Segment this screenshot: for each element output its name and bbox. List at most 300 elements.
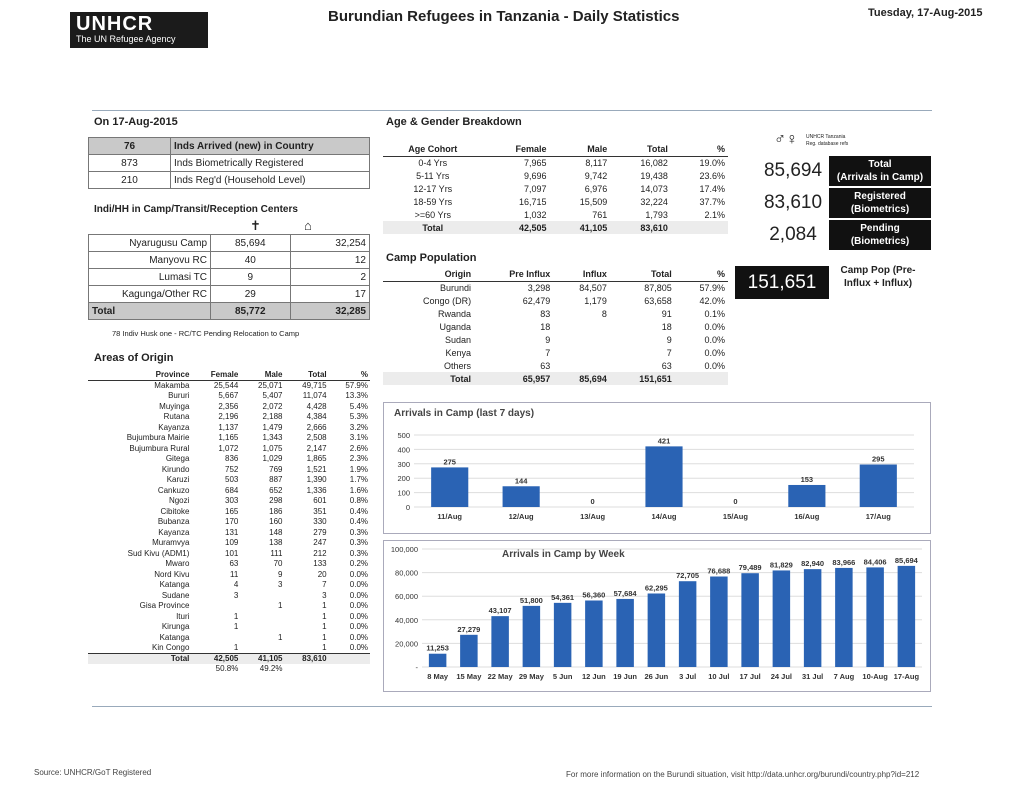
table-cell: 15,509 xyxy=(579,196,608,207)
table-cell: 37.7% xyxy=(699,196,725,207)
table-row xyxy=(383,182,728,195)
age-table xyxy=(383,143,728,234)
table-cell xyxy=(240,591,284,602)
x-tick-label: 24 Jul xyxy=(770,672,793,681)
table-cell: 9 xyxy=(545,334,551,345)
table-cell xyxy=(191,601,240,612)
table-cell: 8,117 xyxy=(585,157,608,168)
logo-sub: The UN Refugee Agency xyxy=(76,34,176,44)
table-cell: 330 xyxy=(313,517,327,527)
table-cell: Gitega xyxy=(165,454,190,464)
table-cell: 351 xyxy=(313,506,327,516)
person-icon: ✝ xyxy=(250,218,261,233)
column-header: Origin xyxy=(383,268,474,281)
table-cell: 836 xyxy=(225,454,239,464)
bar xyxy=(429,654,447,667)
table-cell: 6,976 xyxy=(584,183,608,194)
table-cell: 1 xyxy=(322,632,327,642)
center-name: Lumasi TC xyxy=(89,269,211,286)
y-tick-label: 20,000 xyxy=(395,639,418,649)
center-ind: 9 xyxy=(211,269,291,286)
arrivals-value: 210 xyxy=(89,172,171,189)
center-name: Nyarugusu Camp xyxy=(89,235,211,252)
table-cell: 41,105 xyxy=(240,654,284,665)
kpi-label-line2: (Biometrics) xyxy=(850,236,910,247)
kpi-row xyxy=(757,188,931,218)
table-cell: 32,224 xyxy=(640,196,668,207)
table-row xyxy=(89,252,370,269)
table-cell: 131 xyxy=(225,527,239,537)
table-cell: 1,179 xyxy=(584,295,607,306)
arrivals-row xyxy=(89,172,370,189)
arrivals-label: Inds Arrived (new) in Country xyxy=(171,138,370,155)
table-cell: 84,507 xyxy=(579,282,607,293)
table-row xyxy=(88,402,370,413)
data-label: 83,966 xyxy=(832,557,856,567)
data-label: 85,694 xyxy=(894,555,918,565)
table-cell: 2,666 xyxy=(306,422,327,432)
data-label: 54,361 xyxy=(551,592,575,602)
table-cell xyxy=(329,654,370,665)
table-cell: 0.0% xyxy=(349,643,368,652)
table-cell: Sudan xyxy=(445,334,472,345)
table-row xyxy=(88,570,370,581)
table-cell: 25,544 xyxy=(213,381,239,390)
centers-note: 78 Indiv Husk one - RC/TC Pending Relocation to Camp xyxy=(112,329,300,338)
table-row xyxy=(88,580,370,591)
centers-heading: Indi/HH in Camp/Transit/Reception Centers xyxy=(94,204,298,215)
y-tick-label: 100,000 xyxy=(390,545,418,554)
center-hh: 17 xyxy=(290,286,370,303)
table-cell: 1,793 xyxy=(645,209,668,220)
table-cell: 0.0% xyxy=(349,632,368,642)
y-tick-label: - xyxy=(415,663,418,672)
table-cell: 1 xyxy=(322,611,327,621)
y-tick-label: 200 xyxy=(397,474,410,484)
table-cell: 0.0% xyxy=(349,580,368,590)
report-date: Tuesday, 17-Aug-2015 xyxy=(868,7,983,19)
table-cell: 0.3% xyxy=(349,548,368,558)
table-cell: 3 xyxy=(278,580,283,590)
table-row xyxy=(88,643,370,654)
x-tick-label: 15/Aug xyxy=(722,512,748,521)
table-cell: 91 xyxy=(661,308,672,319)
table-cell xyxy=(675,372,728,385)
table-cell: 20 xyxy=(317,569,327,579)
table-cell: 1,029 xyxy=(262,454,283,464)
x-tick-label: 15 May xyxy=(456,672,482,681)
unhcr-logo xyxy=(70,12,208,48)
table-cell: 247 xyxy=(313,538,327,548)
table-cell: 70 xyxy=(273,559,283,569)
table-cell: Cankuzo xyxy=(157,485,190,495)
table-cell: 42,505 xyxy=(483,221,550,234)
table-cell: Cibitoke xyxy=(160,506,190,516)
table-cell: 5-11 Yrs xyxy=(416,170,450,181)
center-ind: 29 xyxy=(211,286,291,303)
table-cell: 3 xyxy=(322,590,327,600)
table-cell: 25,071 xyxy=(258,381,283,390)
table-cell: 1,865 xyxy=(306,454,327,464)
y-tick-label: 500 xyxy=(397,431,410,440)
center-ind: 85,694 xyxy=(211,235,291,252)
table-cell: 49.2% xyxy=(259,664,283,674)
total-row xyxy=(88,654,370,665)
table-cell: Muyinga xyxy=(159,401,190,411)
table-cell: 2.3% xyxy=(349,454,368,464)
table-cell: Katanga xyxy=(159,580,190,590)
pct-row xyxy=(88,664,370,675)
chart-title: Arrivals in Camp by Week xyxy=(502,549,625,560)
table-cell: 0.0% xyxy=(704,334,725,345)
table-row xyxy=(88,444,370,455)
table-cell: 109 xyxy=(225,538,239,548)
kpi-value: 2,084 xyxy=(757,220,829,250)
data-label: 144 xyxy=(514,476,528,486)
table-cell: 9 xyxy=(278,569,283,579)
data-label: 57,684 xyxy=(613,588,637,598)
x-tick-label: 17 Jul xyxy=(739,672,761,681)
table-cell: 8 xyxy=(601,308,607,319)
x-tick-label: 13/Aug xyxy=(580,512,606,521)
table-cell: 1.6% xyxy=(349,485,368,495)
arrivals-label: Inds Reg'd (Household Level) xyxy=(171,172,370,189)
table-cell: 101 xyxy=(225,548,239,558)
chart-weekly-panel xyxy=(383,540,931,692)
table-cell: 279 xyxy=(313,527,327,537)
camp-pop-heading: Camp Population xyxy=(386,252,477,264)
footer-divider xyxy=(92,706,932,707)
table-cell: 18 xyxy=(661,321,672,332)
table-cell: 1,521 xyxy=(306,464,327,474)
table-cell: 170 xyxy=(225,517,239,527)
kpi-label-line2: (Biometrics) xyxy=(850,204,910,215)
table-cell: 160 xyxy=(269,517,283,527)
table-cell: 1,072 xyxy=(218,443,239,453)
table-cell xyxy=(240,612,284,623)
table-cell: 50.8% xyxy=(215,664,239,674)
y-tick-label: 0 xyxy=(405,503,410,512)
x-tick-label: 5 Jun xyxy=(552,672,573,681)
kpi-label-line1: Total xyxy=(868,159,892,170)
column-header: % xyxy=(329,370,370,381)
kpi-legend-line: Reg. database refs xyxy=(806,141,849,147)
table-cell: Kenya xyxy=(445,347,472,358)
table-cell: 17.4% xyxy=(699,183,725,194)
kpi-label-line1: Pending xyxy=(860,223,900,234)
table-cell: 57.9% xyxy=(345,381,368,390)
table-cell: 4,428 xyxy=(306,401,327,411)
arrivals-label: Inds Biometrically Registered xyxy=(171,155,370,172)
kpi-value: 85,694 xyxy=(757,156,829,186)
table-cell: 111 xyxy=(270,548,283,558)
table-cell: 2,196 xyxy=(218,412,239,422)
kpi-label-line1: Registered xyxy=(854,191,906,202)
table-cell: 42,505 xyxy=(191,654,240,665)
center-name: Kagunga/Other RC xyxy=(89,286,211,303)
bar xyxy=(491,616,509,667)
table-cell: 87,805 xyxy=(644,282,672,293)
center-hh: 32,285 xyxy=(290,303,370,320)
table-cell: Total xyxy=(383,372,474,385)
table-cell: Bururi xyxy=(168,391,190,401)
x-tick-label: 8 May xyxy=(427,672,449,681)
table-cell: 2,072 xyxy=(262,401,283,411)
table-cell: 1,165 xyxy=(218,433,239,443)
table-cell: Kin Congo xyxy=(152,643,190,652)
bar xyxy=(645,446,682,507)
table-row xyxy=(88,475,370,486)
origin-heading: Areas of Origin xyxy=(94,352,174,364)
x-tick-label: 22 May xyxy=(487,672,513,681)
table-cell: 0.1% xyxy=(704,308,725,319)
table-cell: 298 xyxy=(269,496,283,506)
x-tick-label: 12 Jun xyxy=(581,672,606,681)
data-label: 51,800 xyxy=(519,595,543,605)
table-cell: 148 xyxy=(269,527,283,537)
table-cell: 1.9% xyxy=(349,464,368,474)
footer-info: For more information on the Burundi situation, visit http://data.unhcr.org/burundi/country.php?id=212 xyxy=(566,770,920,779)
table-cell: 0.2% xyxy=(349,559,368,569)
bar xyxy=(860,465,897,507)
gender-icon: ♂♀ xyxy=(774,131,798,148)
center-hh: 32,254 xyxy=(290,235,370,252)
table-row xyxy=(88,538,370,549)
data-label: 153 xyxy=(800,474,814,484)
table-cell: 186 xyxy=(269,506,283,516)
table-cell: Uganda xyxy=(439,321,472,332)
table-cell xyxy=(329,664,370,675)
table-cell: 761 xyxy=(592,209,608,220)
table-row xyxy=(88,465,370,476)
arrivals-row xyxy=(89,138,370,155)
data-label: 0 xyxy=(733,497,738,506)
table-cell: Karuzi xyxy=(166,475,190,485)
table-row xyxy=(383,320,728,333)
table-cell xyxy=(191,633,240,644)
table-cell: 5.4% xyxy=(349,401,368,411)
table-cell: Muramvya xyxy=(152,538,190,548)
table-row xyxy=(383,208,728,221)
table-cell: 1 xyxy=(233,611,239,621)
table-cell: 684 xyxy=(225,485,239,495)
chart-daily xyxy=(384,403,930,533)
table-cell: 212 xyxy=(313,548,327,558)
bar xyxy=(460,635,478,667)
kpi-label xyxy=(829,156,931,186)
table-cell: 7 xyxy=(666,347,672,358)
arrivals-heading: On 17-Aug-2015 xyxy=(94,116,178,128)
bar xyxy=(835,568,853,667)
table-cell: 1 xyxy=(278,632,283,642)
logo-main: UNHCR xyxy=(76,13,154,35)
x-tick-label: 10 Jul xyxy=(708,672,730,681)
table-cell: 16,082 xyxy=(640,157,668,168)
table-cell: 0.8% xyxy=(349,496,368,506)
table-cell: 887 xyxy=(269,475,283,485)
column-header: Female xyxy=(483,143,550,156)
household-icon: ⌂ xyxy=(304,218,312,233)
table-cell: 1 xyxy=(278,601,283,611)
bar xyxy=(648,593,666,667)
table-row xyxy=(383,281,728,294)
bar xyxy=(616,599,634,667)
table-cell: Others xyxy=(444,360,472,371)
bar xyxy=(866,567,884,667)
table-row xyxy=(88,486,370,497)
table-cell: 138 xyxy=(269,538,283,548)
y-tick-label: 40,000 xyxy=(395,615,418,625)
total-row xyxy=(383,221,728,234)
data-label: 79,489 xyxy=(738,563,762,573)
table-cell: 151,651 xyxy=(610,372,675,385)
table-row xyxy=(88,612,370,623)
table-header-row xyxy=(383,268,728,281)
column-header: Influx xyxy=(553,268,610,281)
column-header: Female xyxy=(191,370,240,381)
column-header: Total xyxy=(610,143,671,156)
kpi-label-line2: (Arrivals in Camp) xyxy=(836,172,924,183)
kpi-legend-line: UNHCR Tanzania xyxy=(806,134,846,140)
table-cell: Bujumbura Mairie xyxy=(126,433,190,443)
table-row xyxy=(88,433,370,444)
x-tick-label: 7 Aug xyxy=(833,672,855,681)
table-cell: Gisa Province xyxy=(139,601,190,611)
table-cell: 1,075 xyxy=(262,443,283,453)
bar xyxy=(804,569,822,667)
table-cell: 2,188 xyxy=(262,412,283,422)
table-cell xyxy=(284,664,328,675)
table-cell: 65,957 xyxy=(474,372,553,385)
y-tick-label: 60,000 xyxy=(395,592,418,602)
data-label: 275 xyxy=(443,457,456,467)
table-cell: 769 xyxy=(269,464,283,474)
origin-table xyxy=(88,370,370,675)
table-cell xyxy=(88,664,191,675)
table-cell: 7,965 xyxy=(524,157,547,168)
bar xyxy=(523,606,541,667)
y-tick-label: 300 xyxy=(397,459,410,469)
table-cell: 19,438 xyxy=(640,170,668,181)
kpi-panel xyxy=(757,156,931,250)
table-cell: >=60 Yrs xyxy=(414,209,451,220)
table-cell: 2,356 xyxy=(218,401,239,411)
table-cell: Kayanza xyxy=(158,422,190,432)
table-cell: 9,742 xyxy=(584,170,608,181)
table-cell: 5.3% xyxy=(349,412,368,422)
table-row xyxy=(88,454,370,465)
table-cell: 14,073 xyxy=(640,183,668,194)
column-header: % xyxy=(675,268,728,281)
table-cell: 5,407 xyxy=(262,391,283,401)
table-row xyxy=(383,359,728,372)
table-cell: 3,298 xyxy=(527,282,551,293)
table-cell: Kayanza xyxy=(158,527,190,537)
page-title: Burundian Refugees in Tanzania - Daily Statistics xyxy=(328,8,680,25)
table-cell: 11 xyxy=(230,569,239,579)
table-cell: 0.4% xyxy=(349,506,368,516)
table-cell: 4 xyxy=(233,580,239,590)
table-cell: 41,105 xyxy=(550,221,611,234)
camp-pop-value: 151,651 xyxy=(735,266,829,299)
table-cell: 57.9% xyxy=(699,282,725,293)
table-row xyxy=(88,622,370,633)
table-cell: Mwaro xyxy=(165,559,190,569)
table-cell: 0.0% xyxy=(349,601,368,611)
table-cell: 1,343 xyxy=(262,433,283,443)
table-cell: 19.0% xyxy=(699,157,725,168)
data-label: 84,406 xyxy=(863,557,887,567)
table-cell: 1 xyxy=(233,643,239,652)
table-cell: 0.0% xyxy=(349,611,368,621)
center-hh: 12 xyxy=(290,252,370,269)
table-cell: 2,508 xyxy=(306,433,327,443)
x-tick-label: 11/Aug xyxy=(437,512,463,521)
table-cell: 2.6% xyxy=(349,443,368,453)
table-cell: 23.6% xyxy=(699,170,725,181)
column-header: Age Cohort xyxy=(383,143,483,156)
column-header: Male xyxy=(550,143,611,156)
table-cell: Total xyxy=(88,654,191,665)
bar xyxy=(898,566,916,667)
table-cell: Rutana xyxy=(163,412,190,422)
table-cell: 63 xyxy=(540,360,551,371)
x-tick-label: 26 Jun xyxy=(644,672,669,681)
table-cell: 63 xyxy=(229,559,239,569)
table-cell: 303 xyxy=(225,496,239,506)
kpi-row xyxy=(757,220,931,250)
table-header-row xyxy=(383,143,728,156)
kpi-label xyxy=(829,220,931,250)
table-row xyxy=(88,528,370,539)
age-heading: Age & Gender Breakdown xyxy=(386,116,522,128)
table-cell: 7 xyxy=(545,347,551,358)
table-cell: Ngozi xyxy=(168,496,190,506)
table-row xyxy=(88,517,370,528)
arrivals-value: 76 xyxy=(89,138,171,155)
table-cell: 0.0% xyxy=(704,360,725,371)
bar xyxy=(585,600,603,667)
table-cell: 165 xyxy=(225,506,239,516)
bar xyxy=(431,467,468,507)
x-tick-label: 31 Jul xyxy=(801,672,824,681)
table-cell: 63 xyxy=(661,360,672,371)
y-tick-label: 400 xyxy=(397,445,410,455)
table-cell xyxy=(553,359,610,372)
table-cell: 1,137 xyxy=(218,422,239,432)
bar xyxy=(554,603,572,667)
bar xyxy=(773,570,791,667)
chart-title: Arrivals in Camp (last 7 days) xyxy=(394,408,535,419)
table-cell: 9 xyxy=(666,334,672,345)
table-row xyxy=(383,195,728,208)
table-cell: 2,147 xyxy=(306,443,327,453)
table-cell: 18 xyxy=(540,321,551,332)
data-label: 421 xyxy=(657,436,671,446)
table-cell: 1 xyxy=(322,643,327,652)
center-name: Manyovu RC xyxy=(89,252,211,269)
table-row xyxy=(89,286,370,303)
table-cell: Bubanza xyxy=(157,517,190,527)
table-cell: 0.3% xyxy=(349,538,368,548)
data-label: 295 xyxy=(872,454,885,464)
table-cell: 1 xyxy=(322,622,327,632)
table-cell: 1,336 xyxy=(306,485,327,495)
bar xyxy=(788,485,825,507)
table-cell: 3 xyxy=(233,590,239,600)
table-cell: 0.0% xyxy=(349,569,368,579)
x-tick-label: 16/Aug xyxy=(794,512,820,521)
